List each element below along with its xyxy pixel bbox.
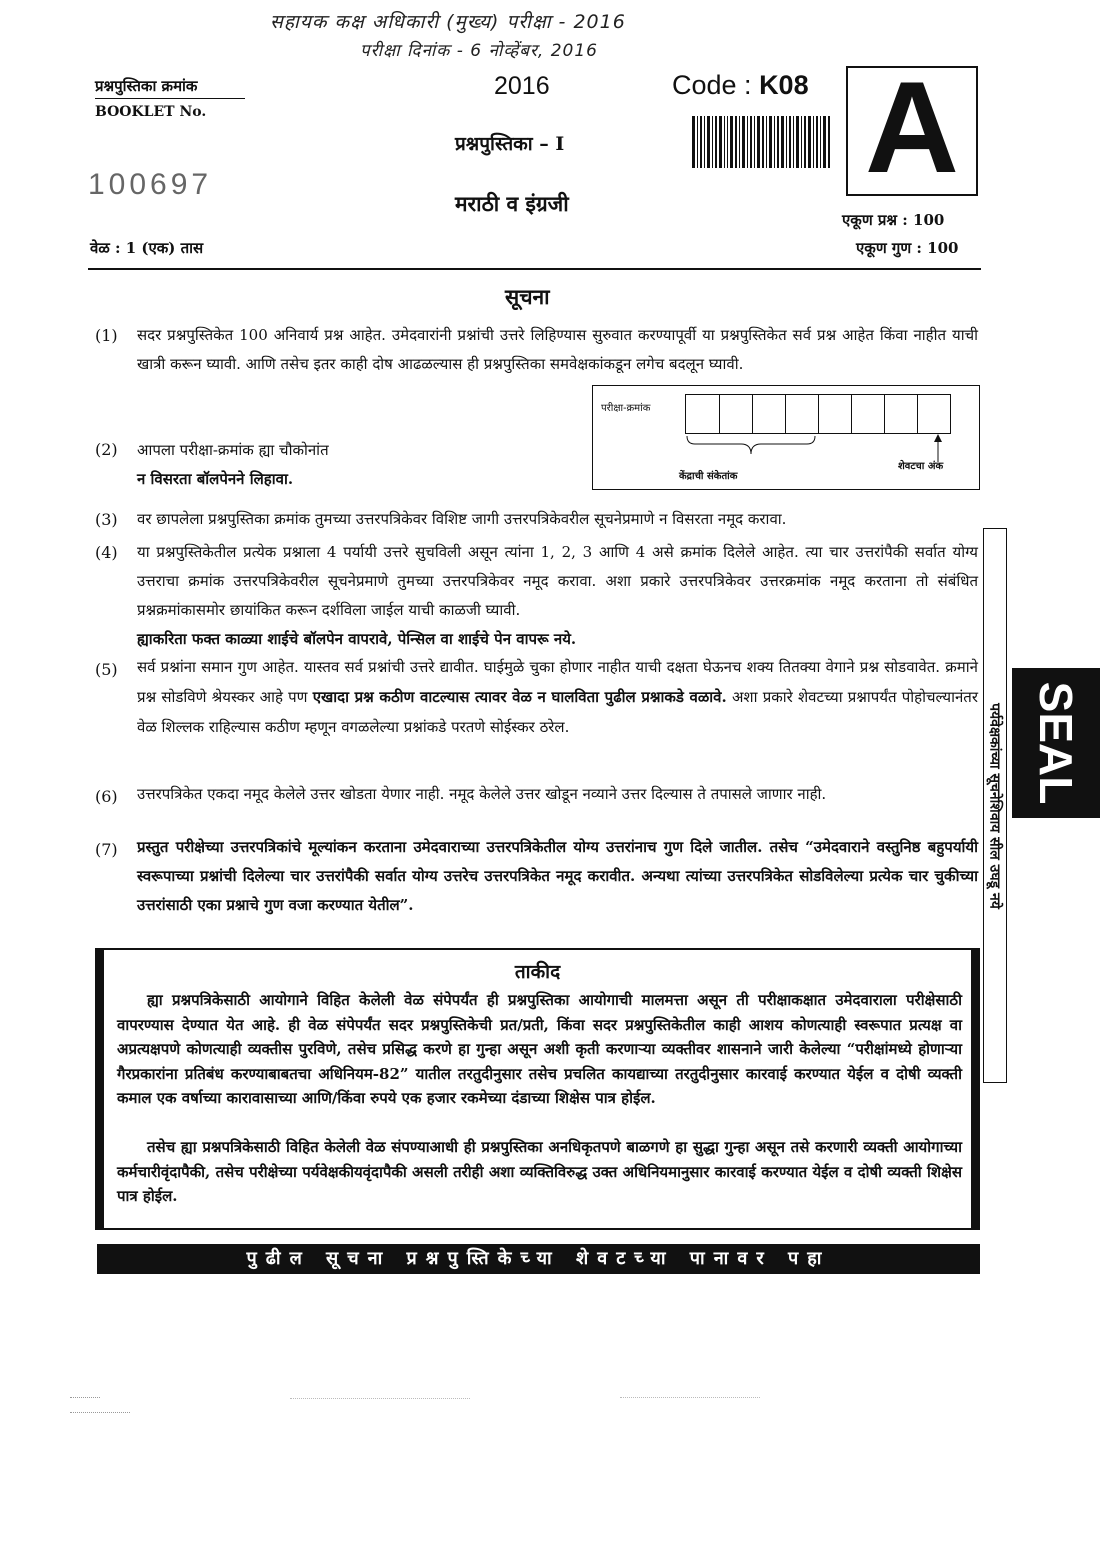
instruction-4-text: या प्रश्नपुस्तिकेतील प्रत्येक प्रश्नाला 4 पर्यायी उत्तरे सुचविली असून त्यांना 1, 2, 3 आणि 4 असे क्रमांक दिलेले आहेत. त्या चार उत्तरांपैकी सर्वात योग्य उत्तराचा क्रमांक उत्तरपत्रिकेवरील सूचनेप्रमाणे तुमच्या उत्तरपत्रिकेवर नमूद करावा. अशा प्रकारे उत्तरपत्रिकेवर उत्तरक्रमांक नमूद करताना तो संबंधित प्रश्नक्रमांकासमोर छायांकित करून दर्शविला जाईल याची काळजी घ्यावी. — [137, 543, 978, 619]
center-code-label: केंद्राची संकेतांक — [679, 471, 738, 482]
instructions-heading: सूचना — [505, 284, 550, 309]
barcode-icon — [692, 116, 830, 168]
instruction-6-number: (6) — [95, 787, 118, 806]
instruction-5-text: सर्व प्रश्नांना समान गुण आहेत. यास्तव सर्व प्रश्नांची उत्तरे द्यावीत. घाईमुळे चुका होणार नाहीत याची दक्षता घेऊनच शक्य तितक्या वेगाने प्रश्न सोडवावेत. क्रमाने प्रश्न सोडविणे श्रेयस्कर आहे पण एखादा प्रश्न कठीण वाटल्यास त्यावर वेळ न घालविता पुढील प्रश्नाकडे वळावे. अशा प्रकारे शेवटच्या प्रश्नापर्यंत पोहोचल्यानंतर वेळ शिल्लक राहिल्यास कठीण म्हणून वगळलेल्या प्रश्नांकडे परतणे सोईस्कर ठरेल. — [137, 658, 978, 736]
booklet-label-mr: प्रश्नपुस्तिका क्रमांक — [95, 77, 198, 95]
instruction-2-number: (2) — [95, 440, 118, 459]
roll-cell — [719, 395, 720, 433]
instruction-4-number: (4) — [95, 543, 118, 562]
roll-cell — [752, 395, 753, 433]
last-digit-label: शेवटचा अंक — [898, 461, 944, 472]
instruction-1-text: सदर प्रश्नपुस्तिकेत 100 अनिवार्य प्रश्न आहेत. उमेदवारांनी प्रश्नांची उत्तरे लिहिण्यास सुरुवात करण्यापूर्वी या प्रश्नपुस्तिकेत सर्व प्रश्न आहेत किंवा नाहीत याची खात्री करून घ्यावी. आणि तसेच इतर काही दोष आढळल्यास ही प्रश्नपुस्तिका समवेक्षकांकडून लगेच बदलून घ्यावी. — [137, 326, 978, 373]
header-divider — [88, 268, 981, 270]
instruction-1-number: (1) — [95, 326, 118, 345]
roll-cell — [851, 395, 852, 433]
instruction-6-text: उत्तरपत्रिकेत एकदा नमूद केलेले उत्तर खोडता येणार नाही. नमूद केलेले उत्तर खोडून नव्याने उत्तर दिल्यास ते तपासले जाणार नाही. — [137, 785, 827, 803]
instruction-4-bold: ह्याकरिता फक्त काळ्या शाईचे बॉलपेन वापरावे, पेन्सिल वा शाईचे पेन वापरू नये. — [137, 630, 577, 648]
warning-para-1: ह्या प्रश्नपत्रिकेसाठी आयोगाने विहित केलेली वेळ संपेपर्यंत ही प्रश्नपुस्तिका आयोगाची मालमत्ता असून ती परीक्षाकक्षात उमेदवाराला परीक्षेसाठी वापरण्यास देण्यात येत आहे. ही वेळ संपेपर्यंत सदर प्रश्नपुस्तिकेची प्रत/प्रती, किंवा सदर प्रश्नपुस्तिकेतील काही आशय कोणत्याही स्वरूपात प्रत्यक्ष वा अप्रत्यक्षपणे कोणत्याही व्यक्तीस पुरविणे, तसेच प्रसिद्ध करणे हा गुन्हा असून अशी कृती करणाऱ्या व्यक्तीवर शासनाने जारी केलेल्या “परीक्षांमध्ये होणाऱ्या गैरप्रकारांना प्रतिबंध करण्याबाबतचा अधिनियम-82” यातील तरतुदीनुसार तसेच प्रचलित कायद्याच्या तरतुदीनुसार कारवाई करण्यात येईल व दोषी व्यक्ती कमाल एक वर्षाच्या कारावासाच्या आणि/किंवा रुपये एक हजार रकमेच्या दंडाच्या शिक्षेस पात्र होईल. — [117, 991, 962, 1107]
instruction-7-text: प्रस्तुत परीक्षेच्या उत्तरपत्रिकांचे मूल्यांकन करताना उमेदवाराच्या उत्तरपत्रिकेतील योग्य उत्तरांनाच गुण दिले जातील. तसेच “उमेदवाराने वस्तुनिष्ठ बहुपर्यायी स्वरूपाच्या प्रश्नांची दिलेल्या चार उत्तरांपैकी सर्वात योग्य उत्तरेच उत्तरपत्रिकेत नमूद करावीत. अन्यथा त्यांच्या उत्तरपत्रिकेत सोडविलेल्या प्रत्येक चार चुकीच्या उत्तरांसाठी एका प्रश्नाचे गुण वजा करण्यात येतील”. — [137, 838, 978, 914]
scan-mark — [620, 1397, 760, 1398]
booklet-label-en: BOOKLET No. — [95, 104, 207, 120]
instruction-3-number: (3) — [95, 510, 118, 529]
warning-left-bar — [97, 950, 104, 1228]
side-seal-strip — [983, 528, 1007, 1083]
instruction-7-number: (7) — [95, 840, 118, 859]
roll-cell — [884, 395, 885, 433]
warning-heading: ताकीद — [514, 961, 561, 983]
handwritten-exam-date: परीक्षा दिनांक - 6 नोव्हेंबर, 2016 — [360, 41, 599, 61]
booklet-title: प्रश्नपुस्तिका – I — [455, 133, 565, 155]
seal-label: SEAL — [1030, 681, 1082, 805]
roll-number-box — [592, 385, 980, 490]
instruction-4-block — [137, 538, 978, 654]
warning-right-bar — [971, 950, 978, 1228]
instruction-5-number: (5) — [95, 660, 118, 679]
exam-year: 2016 — [494, 72, 550, 100]
subject-title: मराठी व इंग्रजी — [455, 191, 569, 216]
seal-tab — [1012, 668, 1100, 818]
booklet-code: Code : K08 — [672, 70, 809, 100]
roll-cell — [917, 395, 918, 433]
handwritten-exam-title: सहायक कक्ष अधिकारी (मुख्य) परीक्षा - 2016 — [270, 11, 626, 33]
warning-box — [95, 948, 980, 1230]
side-strip-text: पर्यवेक्षकांच्या सूचनेशिवाय सील उघडू नये — [986, 702, 1003, 909]
total-questions: एकूण प्रश्न : 100 — [842, 211, 945, 229]
booklet-serial-number: 100697 — [88, 168, 213, 201]
booklet-label-divider — [95, 98, 245, 99]
set-letter: A — [865, 54, 959, 200]
footer-banner: पुढील सूचना प्रश्नपुस्तिकेच्या शेवटच्या पानावर पहा — [97, 1244, 980, 1274]
roll-number-label: परीक्षा-क्रमांक — [601, 403, 651, 414]
scan-mark — [70, 1412, 130, 1413]
set-letter-box — [846, 54, 978, 200]
warning-para-2: तसेच ह्या प्रश्नपत्रिकेसाठी विहित केलेली वेळ संपण्याआधी ही प्रश्नपुस्तिका अनधिकृतपणे बाळगणे हा सुद्धा गुन्हा असून तसे करणारी व्यक्ती आयोगाच्या कर्मचारीवृंदापैकी, तसेच परीक्षेच्या पर्यवेक्षकीयवृंदापैकी असली तरीही अशा व्यक्तिविरुद्ध उक्त अधिनियमानुसार कारवाई करण्यात येईल व दोषी व्यक्ती शिक्षेस पात्र होईल. — [117, 1138, 962, 1205]
roll-number-cells[interactable] — [685, 394, 951, 434]
instruction-2-text: आपला परीक्षा-क्रमांक ह्या चौकोनांत — [137, 441, 329, 459]
roll-cell — [785, 395, 786, 433]
instruction-2-bold: न विसरता बॉलपेनने लिहावा. — [137, 470, 294, 488]
scan-mark — [290, 1398, 470, 1399]
exam-duration: वेळ : 1 (एक) तास — [90, 239, 204, 257]
roll-cell — [818, 395, 819, 433]
scan-mark — [70, 1397, 100, 1398]
total-marks: एकूण गुण : 100 — [856, 239, 959, 257]
instruction-3-text: वर छापलेला प्रश्नपुस्तिका क्रमांक तुमच्या उत्तरपत्रिकेवर विशिष्ट जागी उत्तरपत्रिकेवरील सूचनेप्रमाणे न विसरता नमूद करावा. — [137, 510, 787, 528]
